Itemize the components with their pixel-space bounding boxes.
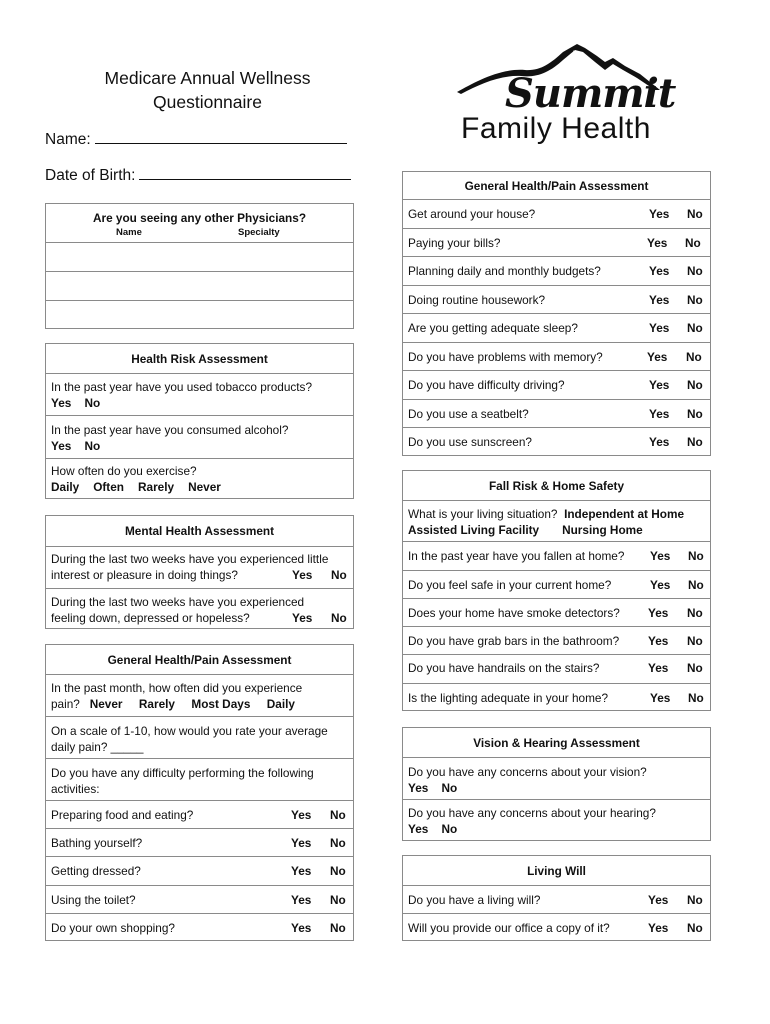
yes-option[interactable]: Yes [649, 378, 670, 392]
yes-option[interactable]: Yes [291, 836, 312, 850]
yes-option[interactable]: Yes [647, 350, 668, 364]
yes-option[interactable]: Yes [292, 568, 313, 582]
living-will-box [402, 855, 711, 941]
yes-option[interactable]: Yes [650, 549, 671, 563]
no-option[interactable]: No [331, 568, 347, 582]
list-item: Preparing food and eating? Yes No [46, 800, 353, 828]
col-specialty: Specialty [238, 227, 280, 238]
yes-option[interactable]: Yes [647, 236, 668, 250]
general-health-header: General Health/Pain Assessment [107, 653, 292, 667]
yes-option[interactable]: Yes [649, 321, 670, 335]
list-item: Do you feel safe in your current home? Yes No [403, 570, 710, 598]
dob-field[interactable]: Date of Birth: [45, 164, 351, 185]
page-title: Medicare Annual Wellness Questionnaire [104, 68, 311, 112]
list-item: Will you provide our office a copy of it? Yes No [403, 913, 710, 941]
health-risk-header: Health Risk Assessment [131, 352, 268, 366]
no-option[interactable]: No [687, 264, 703, 278]
yes-option[interactable]: Yes [408, 781, 429, 795]
option-assisted-living[interactable]: Assisted Living Facility [408, 523, 540, 537]
list-item: Do your own shopping? Yes No [46, 913, 353, 941]
no-option[interactable]: No [441, 822, 458, 836]
yes-option[interactable]: Yes [649, 435, 670, 449]
summit-logo: Summit Family Health [455, 40, 665, 152]
yes-option[interactable]: Yes [291, 864, 312, 878]
option-rarely[interactable]: Rarely [138, 697, 175, 711]
no-option[interactable]: No [84, 439, 101, 453]
yes-option[interactable]: Yes [291, 921, 312, 935]
no-option[interactable]: No [687, 921, 703, 935]
living-will-header: Living Will [527, 864, 586, 878]
yes-option[interactable]: Yes [292, 611, 313, 625]
no-option[interactable]: No [687, 293, 703, 307]
yes-option[interactable]: Yes [291, 893, 312, 907]
yes-option[interactable]: Yes [408, 822, 429, 836]
option-never[interactable]: Never [188, 480, 221, 494]
yes-option[interactable]: Yes [649, 407, 670, 421]
col-name: Name [116, 227, 142, 238]
list-item: In the past year have you used tobacco products? Yes No [46, 373, 353, 415]
list-item: Is the lighting adequate in your home? Yes No [403, 683, 710, 711]
physician-row[interactable] [46, 242, 353, 271]
no-option[interactable]: No [687, 378, 703, 392]
list-item: Planning daily and monthly budgets? Yes No [403, 256, 710, 285]
yes-option[interactable]: Yes [291, 808, 312, 822]
list-item: In the past year have you fallen at home? Yes No [403, 541, 710, 570]
no-option[interactable]: No [687, 407, 703, 421]
yes-option[interactable]: Yes [51, 396, 72, 410]
no-option[interactable]: No [330, 921, 346, 935]
no-option[interactable]: No [687, 893, 703, 907]
yes-option[interactable]: Yes [649, 293, 670, 307]
physicians-table [45, 203, 354, 329]
list-item: Bathing yourself? Yes No [46, 828, 353, 856]
list-item: Do you have any concerns about your hearing? Yes No [403, 799, 710, 841]
list-item: Get around your house? Yes No [403, 199, 710, 228]
list-item: Do you have grab bars in the bathroom? Yes No [403, 626, 710, 654]
no-option[interactable]: No [687, 435, 703, 449]
yes-option[interactable]: Yes [649, 264, 670, 278]
no-option[interactable]: No [330, 808, 346, 822]
fall-risk-box [402, 470, 711, 711]
no-option[interactable]: No [331, 611, 347, 625]
no-option[interactable]: No [330, 836, 346, 850]
option-rarely[interactable]: Rarely [138, 480, 175, 494]
list-item: Getting dressed? Yes No [46, 856, 353, 885]
yes-option[interactable]: Yes [51, 439, 72, 453]
yes-option[interactable]: Yes [648, 893, 669, 907]
fall-risk-header: Fall Risk & Home Safety [488, 479, 625, 493]
no-option[interactable]: No [687, 606, 703, 620]
list-item: Do you have handrails on the stairs? Yes No [403, 654, 710, 683]
list-item: During the last two weeks have you experienced feeling down, depressed or hopeless? Yes No [46, 588, 353, 629]
no-option[interactable]: No [330, 893, 346, 907]
option-nursing-home[interactable]: Nursing Home [562, 523, 643, 537]
yes-option[interactable]: Yes [650, 578, 671, 592]
list-item: In the past year have you consumed alcohol? Yes No [46, 415, 353, 458]
list-item: During the last two weeks have you experienced little interest or pleasure in doing things? Yes No [46, 546, 353, 588]
list-item: What is your living situation? Independent at Home Assisted Living Facility Nursing Home [403, 500, 710, 541]
option-daily[interactable]: Daily [51, 480, 80, 494]
list-item: Do you have a living will? Yes No [403, 885, 710, 913]
general-health-header: General Health/Pain Assessment [464, 179, 649, 193]
option-daily[interactable]: Daily [266, 697, 295, 711]
list-item: Do you use sunscreen? Yes No [403, 427, 710, 456]
no-option[interactable]: No [687, 634, 703, 648]
no-option[interactable]: No [84, 396, 101, 410]
no-option[interactable]: No [687, 207, 703, 221]
option-often[interactable]: Often [93, 480, 125, 494]
mental-health-box [45, 515, 354, 629]
vision-hearing-header: Vision & Hearing Assessment [473, 736, 640, 750]
option-most-days[interactable]: Most Days [191, 697, 251, 711]
list-item: Do you use a seatbelt? Yes No [403, 399, 710, 427]
no-option[interactable]: No [688, 691, 704, 705]
list-item: Using the toilet? Yes No [46, 885, 353, 913]
option-independent[interactable]: Independent at Home [564, 507, 685, 521]
health-risk-box [45, 343, 354, 499]
list-item: In the past month, how often did you experience pain? Never Rarely Most Days Daily [46, 674, 353, 716]
yes-option[interactable]: Yes [648, 921, 669, 935]
physician-row[interactable] [46, 271, 353, 300]
no-option[interactable]: No [688, 578, 704, 592]
yes-option[interactable]: Yes [650, 691, 671, 705]
list-item: How often do you exercise? Daily Often Rarely Never [46, 458, 353, 499]
list-item: Do you have difficulty driving? Yes No [403, 370, 710, 399]
no-option[interactable]: No [687, 321, 703, 335]
no-option[interactable]: No [686, 350, 702, 364]
yes-option[interactable]: Yes [648, 634, 669, 648]
vision-hearing-box [402, 727, 711, 841]
list-item: Do you have any difficulty performing the following activities: [46, 758, 353, 800]
general-health-right-box [402, 171, 711, 456]
general-health-left-box [45, 644, 354, 941]
list-item: Do you have problems with memory? Yes No [403, 342, 710, 370]
physician-row[interactable] [46, 300, 353, 329]
list-item: Do you have any concerns about your vision? Yes No [403, 757, 710, 799]
option-never[interactable]: Never [89, 697, 123, 711]
no-option[interactable]: No [441, 781, 458, 795]
yes-option[interactable]: Yes [648, 661, 669, 675]
no-option[interactable]: No [688, 549, 704, 563]
list-item: Paying your bills? Yes No [403, 228, 710, 256]
no-option[interactable]: No [330, 864, 346, 878]
yes-option[interactable]: Yes [648, 606, 669, 620]
no-option[interactable]: No [687, 661, 703, 675]
no-option[interactable]: No [685, 236, 701, 250]
list-item: Doing routine housework? Yes No [403, 285, 710, 313]
yes-option[interactable]: Yes [649, 207, 670, 221]
mental-health-header: Mental Health Assessment [124, 524, 275, 538]
list-item: Does your home have smoke detectors? Yes No [403, 598, 710, 626]
list-item: Are you getting adequate sleep? Yes No [403, 313, 710, 342]
name-field[interactable]: Name: [45, 128, 347, 149]
physicians-header: Are you seeing any other Physicians? [92, 211, 307, 225]
list-item: On a scale of 1-10, how would you rate your average daily pain? _____ [46, 716, 353, 758]
